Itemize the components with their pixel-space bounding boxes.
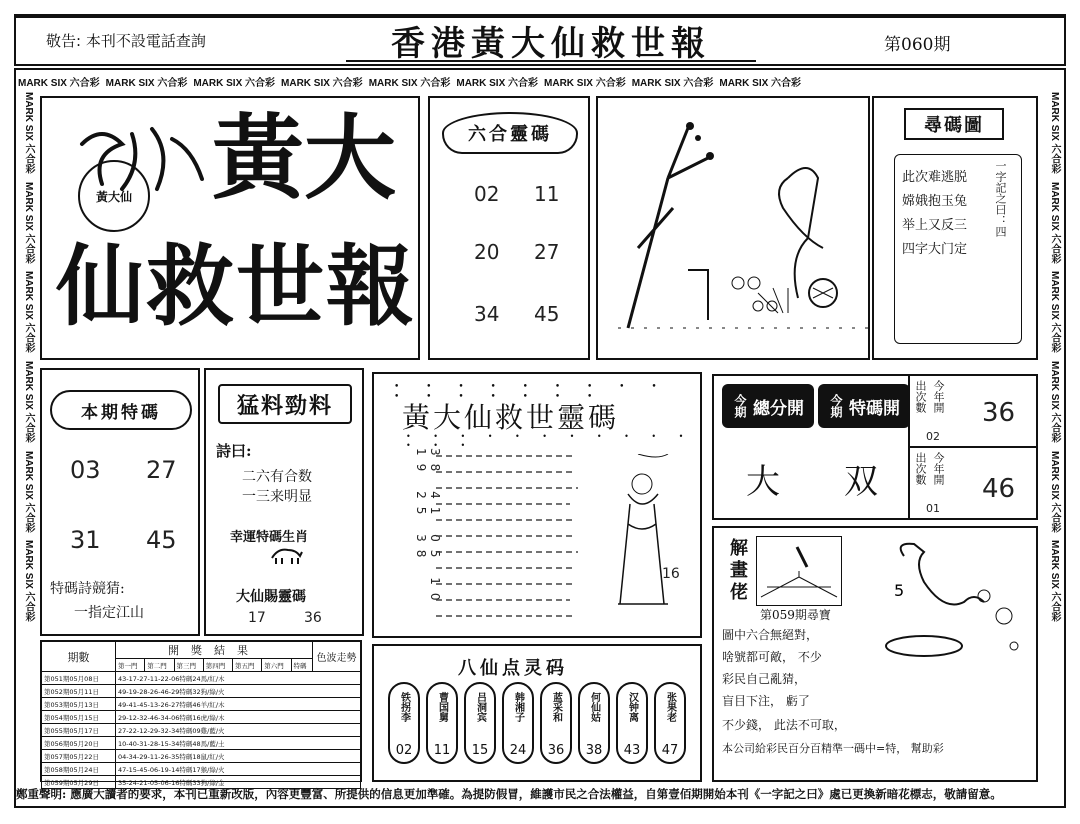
header-title: 香港黃大仙救世報 bbox=[346, 20, 756, 62]
stats-row1-value: 36 bbox=[982, 398, 1016, 428]
hot-title: 猛料勁料 bbox=[218, 384, 352, 424]
mark-six-banner-text: MARK SIX 六合彩 bbox=[281, 77, 363, 89]
logo-title-bottom: 仙救世報 bbox=[56, 234, 417, 338]
immortal-name: 何仙姑 bbox=[588, 692, 600, 722]
riddle-side-label: 一字記之曰：四 bbox=[994, 160, 1007, 237]
immortal-name: 张果老 bbox=[664, 692, 676, 722]
lucky-title: 六合靈碼 bbox=[442, 112, 578, 154]
header-notice: 敬告: 本刊不設電話查詢 bbox=[46, 32, 206, 50]
special-open-button[interactable] bbox=[818, 384, 910, 428]
logo-title-top: 黃大 bbox=[212, 104, 397, 212]
immortal-name: 蓝采和 bbox=[550, 692, 562, 722]
hot-poem-line: 二六有合数 bbox=[242, 469, 312, 485]
results-sub-header: 特碼 bbox=[291, 659, 313, 672]
big-small-value: 大 bbox=[746, 462, 780, 502]
hot-gift-number: 17 bbox=[248, 610, 266, 626]
special-title: 本期特碼 bbox=[50, 390, 192, 430]
special-guess-answer: 一指定江山 bbox=[74, 605, 144, 621]
results-row bbox=[42, 724, 361, 737]
results-row-numbers: 29-12-32-46-34-06特碼16虎/綠/木 bbox=[116, 711, 361, 724]
results-row-numbers: 47-15-45-06-19-14特碼17猴/綠/火 bbox=[116, 763, 361, 776]
mark-six-banner-text: MARK SIX 六合彩 bbox=[23, 181, 34, 264]
mark-six-banner-text: MARK SIX 六合彩 bbox=[1049, 181, 1060, 264]
mark-six-strip-left bbox=[18, 92, 36, 780]
svg-text:5: 5 bbox=[894, 581, 905, 600]
results-row-numbers: 04-34-29-11-26-35特碼18鼠/紅/火 bbox=[116, 750, 361, 763]
eight-immortals-panel bbox=[372, 644, 702, 782]
special-open-prefix: 今期 bbox=[829, 394, 843, 418]
immortal-figure bbox=[608, 454, 678, 614]
stats-row1-count: 02 bbox=[926, 430, 940, 443]
special-guess-label: 特碼詩競猜: bbox=[50, 581, 125, 597]
immortal-number: 15 bbox=[471, 743, 489, 758]
immortal-name: 铁拐李 bbox=[398, 692, 410, 722]
riddle-poem-line: 举上又反三 bbox=[902, 218, 968, 233]
immortal-name: 韩湘子 bbox=[512, 692, 524, 722]
mark-six-banner-text: MARK SIX 六合彩 bbox=[719, 77, 802, 89]
immortal-pill bbox=[578, 682, 610, 764]
results-row-issue: 第055期05月17日 bbox=[42, 724, 116, 737]
results-title: 開獎結果 bbox=[116, 642, 313, 659]
mark-six-banner-text: MARK SIX 六合彩 bbox=[1049, 92, 1060, 174]
lucky-number: 02 bbox=[474, 182, 500, 206]
spirit-code-panel bbox=[372, 372, 702, 638]
immortal-pill bbox=[502, 682, 534, 764]
special-number: 31 bbox=[70, 526, 101, 554]
total-open-label: 總分開 bbox=[753, 398, 804, 419]
mark-six-banner-text: MARK SIX 六合彩 bbox=[544, 77, 626, 89]
spirit-dots-top: • • • • • • • • • • • • • • • • bbox=[394, 382, 669, 402]
results-col-issue: 期數 bbox=[42, 642, 116, 672]
results-row-numbers: 35-24-21-05-06-16特碼33狗/綠/金 bbox=[116, 776, 361, 789]
interpret-line: 圖中六合無絕對， bbox=[722, 628, 819, 642]
header-bar bbox=[14, 14, 1066, 66]
immortal-pill bbox=[426, 682, 458, 764]
interpret-line: 不少錢， 此法不可取， bbox=[722, 718, 846, 732]
total-open-prefix: 今期 bbox=[733, 394, 747, 418]
mark-six-banner-text: MARK SIX 六合彩 bbox=[105, 77, 188, 89]
riddle-poem-line: 四字大门定 bbox=[902, 242, 968, 257]
results-row bbox=[42, 698, 361, 711]
stats-row2-sub: 今年開 bbox=[932, 452, 945, 485]
results-row-numbers: 49-19-28-26-46-29特碼32狗/綠/火 bbox=[116, 685, 361, 698]
hot-gift-number: 36 bbox=[304, 610, 322, 626]
immortal-number: 36 bbox=[547, 743, 565, 758]
hot-poem-line: 一三来明显 bbox=[242, 489, 312, 505]
immortal-pill bbox=[464, 682, 496, 764]
mark-six-banner-text: MARK SIX 六合彩 bbox=[23, 271, 34, 354]
interpretation-panel bbox=[712, 526, 1038, 782]
results-row-issue: 第056期05月20日 bbox=[42, 737, 116, 750]
mark-six-banner-text: MARK SIX 六合彩 bbox=[1049, 361, 1060, 443]
results-row-issue: 第051期05月08日 bbox=[42, 672, 116, 685]
hot-zodiac-label: 幸運特碼生肖 bbox=[230, 530, 309, 545]
results-row bbox=[42, 750, 361, 763]
results-row-issue: 第058期05月24日 bbox=[42, 763, 116, 776]
results-row-issue: 第059期05月29日 bbox=[42, 776, 116, 789]
stats-row2-value: 46 bbox=[982, 474, 1016, 504]
results-sub-header: 第三門 bbox=[174, 659, 203, 672]
immortal-name: 吕洞宾 bbox=[474, 692, 486, 722]
results-row-numbers: 43-17-27-11-22-06特碼24馬/紅/木 bbox=[116, 672, 361, 685]
riddle-poem-line: 嫦娥抱玉兔 bbox=[902, 194, 968, 209]
stats-row2-label: 出次數 bbox=[914, 452, 927, 485]
tree-bird-illustration bbox=[598, 98, 868, 358]
immortal-pill bbox=[540, 682, 572, 764]
immortal-number: 11 bbox=[433, 743, 451, 758]
results-sub-header: 第一門 bbox=[116, 659, 145, 672]
mark-six-banner-text: MARK SIX 六合彩 bbox=[631, 77, 714, 89]
mark-six-banner-text: MARK SIX 六合彩 bbox=[456, 77, 539, 89]
interpret-line: 本公司給彩民百分百精準一碼中=特， 幫助彩 bbox=[722, 742, 944, 755]
interpret-title: 解畫佬 bbox=[727, 538, 748, 604]
stats-row1-label: 出次數 bbox=[914, 380, 927, 413]
results-row-numbers: 27-22-12-29-32-34特碼09雞/藍/火 bbox=[116, 724, 361, 737]
mark-six-banner-text: MARK SIX 六合彩 bbox=[23, 540, 34, 623]
riddle-poem-line: 此次难逃脱 bbox=[902, 170, 968, 185]
stats-row1-sub: 今年開 bbox=[932, 380, 945, 413]
spirit-dots-mid: • • • • • • • • • • • • • • bbox=[406, 432, 694, 450]
mark-six-banner-text: MARK SIX 六合彩 bbox=[1049, 540, 1060, 623]
riddle-panel bbox=[872, 96, 1038, 360]
results-panel bbox=[40, 640, 362, 787]
footer-notice: 鄭重聲明: 應廣大讀者的要求，本刊已重新改版，內容更豐富、所提供的信息更加準確。為提防假冒，維護市民之合法權益，自第壹佰期開始本刊《一字記之曰》處已更換新暗花標志，敬請留意。 bbox=[16, 787, 1002, 801]
results-row bbox=[42, 737, 361, 750]
lucky-number: 11 bbox=[534, 182, 560, 206]
immortal-number: 47 bbox=[661, 743, 679, 758]
spirit-number-16: 16 bbox=[662, 566, 680, 582]
results-table bbox=[41, 641, 361, 789]
results-row-issue: 第052期05月11日 bbox=[42, 685, 116, 698]
stats-divider-h bbox=[908, 446, 1036, 448]
logo-panel bbox=[40, 96, 420, 360]
results-row bbox=[42, 711, 361, 724]
immortal-number: 43 bbox=[623, 743, 641, 758]
mark-six-banner-text: MARK SIX 六合彩 bbox=[23, 450, 34, 533]
interpret-line: 盲目下注， 虧了 bbox=[722, 694, 810, 708]
interpret-line: 啥號都可敵， 不少 bbox=[722, 650, 822, 664]
results-row bbox=[42, 763, 361, 776]
lucky-number: 45 bbox=[534, 302, 560, 326]
lucky-number: 34 bbox=[474, 302, 500, 326]
lucky-numbers-panel bbox=[428, 96, 590, 360]
interpret-issue-label: 第059期尋寶 bbox=[760, 608, 831, 622]
mark-six-banner-text: MARK SIX 六合彩 bbox=[23, 361, 34, 443]
results-sub-header: 第五門 bbox=[233, 659, 262, 672]
results-row-numbers: 49-41-45-13-26-27特碼46羊/紅/木 bbox=[116, 698, 361, 711]
results-row bbox=[42, 685, 361, 698]
hot-gift-label: 大仙賜靈碼 bbox=[236, 589, 306, 605]
mark-six-banner-text: MARK SIX 六合彩 bbox=[1049, 271, 1060, 354]
results-row-numbers: 10-40-31-28-15-34特碼48馬/藍/土 bbox=[116, 737, 361, 750]
spirit-side-numbers: 38 41 05 10 19 25 38 bbox=[414, 448, 442, 609]
lucky-number: 27 bbox=[534, 240, 560, 264]
picture-panel bbox=[596, 96, 870, 360]
immortal-number: 24 bbox=[509, 743, 527, 758]
mark-six-strip-top bbox=[18, 72, 1062, 90]
mark-six-banner-text: MARK SIX 六合彩 bbox=[23, 92, 34, 174]
special-number: 45 bbox=[146, 526, 177, 554]
special-number: 03 bbox=[70, 456, 101, 484]
logo-seal-text: 黃大仙 bbox=[95, 189, 132, 204]
immortal-pill bbox=[388, 682, 420, 764]
mark-six-banner-text: MARK SIX 六合彩 bbox=[18, 77, 100, 89]
mark-six-banner-text: MARK SIX 六合彩 bbox=[193, 77, 276, 89]
header-issue: 第060期 bbox=[884, 35, 951, 55]
mark-six-banner-text: MARK SIX 六合彩 bbox=[368, 77, 451, 89]
immortal-pill bbox=[654, 682, 686, 764]
interpret-line: 彩民自己亂猜， bbox=[722, 672, 807, 686]
book-illustration bbox=[756, 536, 842, 606]
spirit-text-block bbox=[432, 450, 582, 626]
immortals-title: 八仙点灵码 bbox=[458, 658, 568, 679]
immortal-number: 38 bbox=[585, 743, 603, 758]
results-sub-header: 第六門 bbox=[262, 659, 291, 672]
special-code-panel bbox=[40, 368, 200, 636]
total-open-button[interactable] bbox=[722, 384, 814, 428]
results-col-trend: 色波走勢 bbox=[313, 642, 361, 672]
hot-poem-label: 詩曰: bbox=[216, 442, 252, 460]
results-row-issue: 第054期05月15日 bbox=[42, 711, 116, 724]
immortal-name: 汉钟离 bbox=[626, 692, 638, 722]
riddle-title: 尋碼圖 bbox=[904, 108, 1004, 140]
spirit-title: 黃大仙救世靈碼 bbox=[402, 401, 620, 434]
mark-six-banner-text: MARK SIX 六合彩 bbox=[1049, 450, 1060, 533]
lucky-number: 20 bbox=[474, 240, 500, 264]
stats-row2-count: 01 bbox=[926, 502, 940, 515]
odd-even-value: 双 bbox=[844, 462, 878, 502]
stats-panel bbox=[712, 374, 1038, 520]
results-sub-header: 第二門 bbox=[145, 659, 174, 672]
hot-tips-panel bbox=[204, 368, 364, 636]
tiger-icon bbox=[270, 544, 304, 570]
results-row bbox=[42, 672, 361, 685]
special-number: 27 bbox=[146, 456, 177, 484]
immortal-name: 曹国舅 bbox=[436, 692, 448, 722]
mark-six-strip-right bbox=[1044, 92, 1062, 780]
logo-seal bbox=[78, 160, 150, 232]
immortal-pill bbox=[616, 682, 648, 764]
immortal-number: 02 bbox=[395, 743, 413, 758]
results-row-issue: 第053期05月13日 bbox=[42, 698, 116, 711]
results-sub-header: 第四門 bbox=[203, 659, 232, 672]
special-open-label: 特碼開 bbox=[849, 398, 900, 419]
goose-illustration bbox=[874, 536, 1034, 666]
results-row-issue: 第057期05月22日 bbox=[42, 750, 116, 763]
